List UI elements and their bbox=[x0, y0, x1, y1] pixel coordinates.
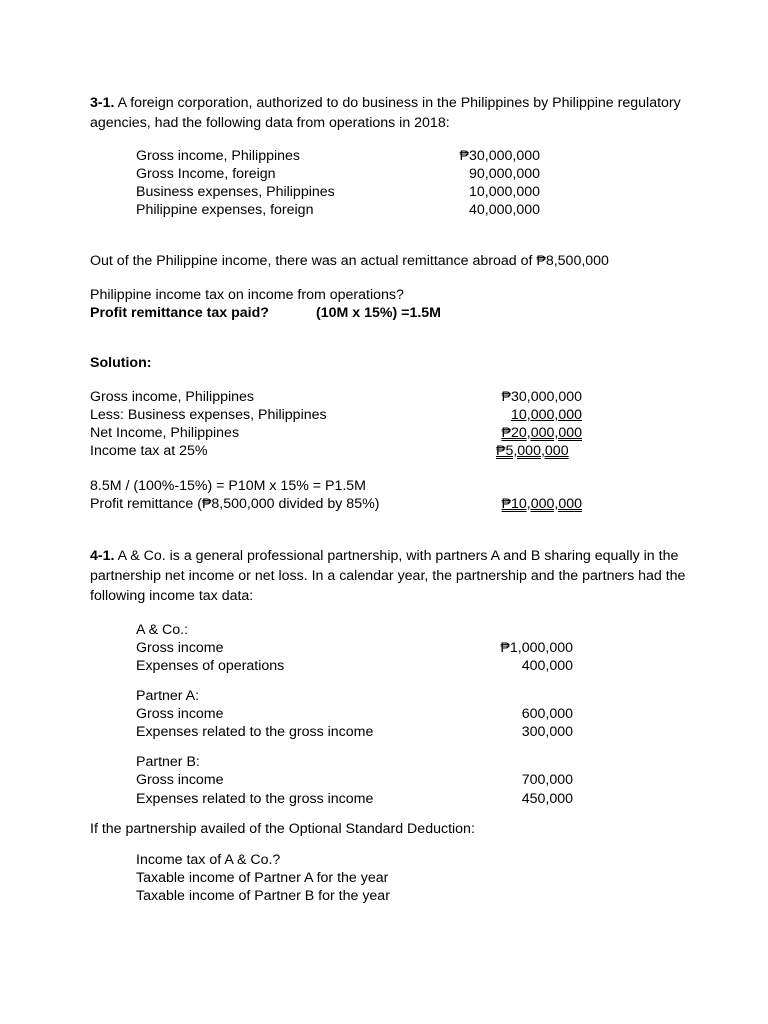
calculation-line: 8.5M / (100%-15%) = P10M x 15% = P1.5M bbox=[90, 478, 366, 494]
question-income-tax: Philippine income tax on income from operations? bbox=[90, 287, 404, 303]
remittance-tax-answer: (10M x 15%) =1.5M bbox=[316, 305, 441, 321]
section-heading: Partner B: bbox=[136, 754, 200, 770]
problem-text: A & Co. is a general professional partnership, with partners A and B sharing equally in the partnership net income or net loss. In a calendar year, the partnership and the partners had the following income tax data: bbox=[90, 548, 686, 604]
problem-number: 3-1. bbox=[90, 95, 115, 111]
problem-4-1-intro bbox=[90, 546, 690, 606]
data-row: Business expenses, Philippines 10,000,000 bbox=[136, 184, 540, 200]
data-row: Gross income 700,000 bbox=[136, 772, 573, 788]
data-row: Gross income, Philippines ₱30,000,000 bbox=[136, 148, 540, 164]
section-heading: A & Co.: bbox=[136, 622, 189, 638]
question-item: Income tax of A & Co.? bbox=[136, 852, 281, 868]
data-row: Gross income ₱1,000,000 bbox=[136, 640, 573, 656]
solution-row: Net Income, Philippines ₱20,000,000 bbox=[90, 425, 582, 441]
solution-row: Less: Business expenses, Philippines 10,000,000 bbox=[90, 407, 582, 423]
data-row: Expenses related to the gross income 300,000 bbox=[136, 724, 573, 740]
data-row: Expenses related to the gross income 450,000 bbox=[136, 791, 573, 807]
data-row: Expenses of operations 400,000 bbox=[136, 658, 573, 674]
solution-row: Income tax at 25% ₱5,000,000 bbox=[90, 443, 569, 459]
question-remittance-tax: Profit remittance tax paid? (10M x 15%) =1.5M bbox=[90, 305, 441, 321]
data-row: Philippine expenses, foreign 40,000,000 bbox=[136, 202, 540, 218]
remittance-note: Out of the Philippine income, there was an actual remittance abroad of ₱8,500,000 bbox=[90, 253, 609, 269]
profit-remittance-row: Profit remittance (₱8,500,000 divided by 85%) ₱10,000,000 bbox=[90, 496, 582, 512]
data-row: Gross income 600,000 bbox=[136, 706, 573, 722]
problem-number: 4-1. bbox=[90, 548, 115, 564]
problem-text: A foreign corporation, authorized to do business in the Philippines by Philippine regulatory agencies, had the following data from operations in 2018: bbox=[90, 95, 681, 131]
solution-row: Gross income, Philippines ₱30,000,000 bbox=[90, 389, 582, 405]
section-heading: Partner A: bbox=[136, 688, 200, 704]
data-row: Gross Income, foreign 90,000,000 bbox=[136, 166, 540, 182]
solution-heading: Solution: bbox=[90, 355, 152, 371]
problem-3-1-intro bbox=[90, 93, 690, 133]
question-item: Taxable income of Partner B for the year bbox=[136, 888, 390, 904]
osd-note: If the partnership availed of the Optional Standard Deduction: bbox=[90, 821, 475, 837]
question-item: Taxable income of Partner A for the year bbox=[136, 870, 389, 886]
